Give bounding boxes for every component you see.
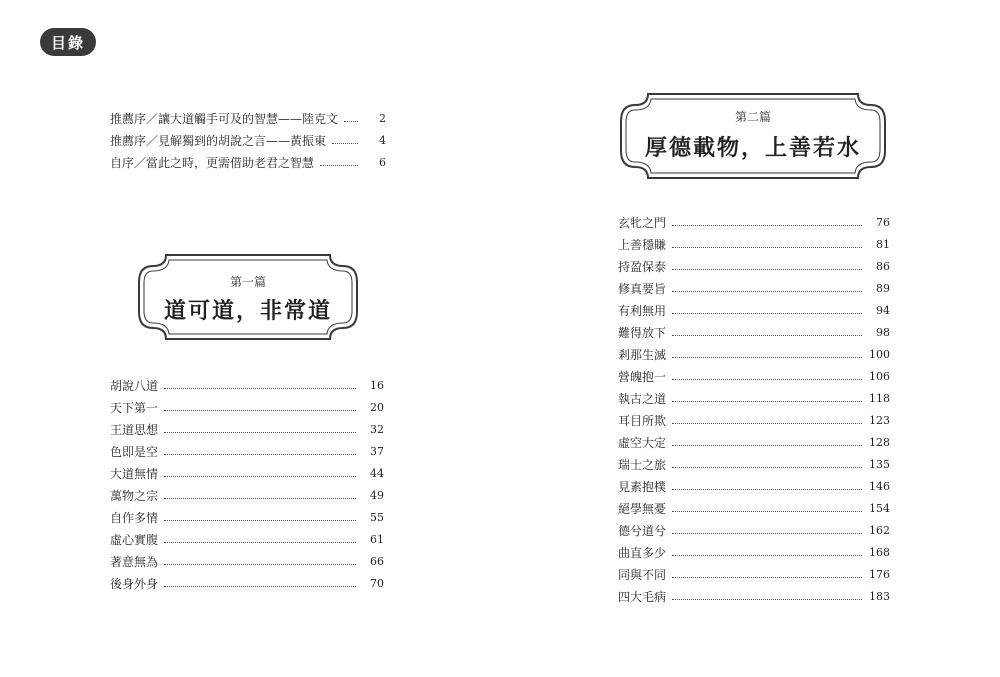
entry-page: 106 xyxy=(869,369,890,383)
toc-entry[interactable] xyxy=(618,277,890,299)
entry-title: 後身外身 xyxy=(110,576,159,591)
toc-entry[interactable] xyxy=(110,418,384,440)
leader-dots xyxy=(164,388,356,389)
entry-title: 上善穩賺 xyxy=(618,237,667,252)
entry-page: 49 xyxy=(370,488,384,502)
leader-dots xyxy=(672,467,862,468)
leader-dots xyxy=(672,599,862,600)
part1-label: 第一篇 xyxy=(229,275,266,289)
leader-dots xyxy=(164,542,356,543)
leader-dots xyxy=(672,379,862,380)
entry-title: 王道思想 xyxy=(110,422,159,437)
entry-title: 曲直多少 xyxy=(618,545,667,560)
preface-title: 自序／當此之時，更需借助老君之智慧 xyxy=(110,155,315,170)
leader-dots xyxy=(332,143,358,144)
entry-title: 持盈保泰 xyxy=(618,259,667,274)
toc-entry[interactable] xyxy=(618,541,890,563)
entry-page: 55 xyxy=(370,510,384,524)
leader-dots xyxy=(672,533,862,534)
leader-dots xyxy=(344,121,358,122)
entry-title: 營魄抱一 xyxy=(618,369,667,384)
entry-page: 81 xyxy=(876,237,890,251)
leader-dots xyxy=(164,432,356,433)
entry-title: 執古之道 xyxy=(618,391,667,406)
part2-title: 厚德載物，上善若水 xyxy=(644,135,861,161)
leader-dots xyxy=(164,586,356,587)
entry-title: 天下第一 xyxy=(110,400,159,415)
preface-page: 6 xyxy=(379,155,386,169)
part1-heading-frame xyxy=(136,252,360,342)
preface-title: 推薦序／見解獨到的胡說之言——黃振東 xyxy=(110,133,327,148)
entry-page: 123 xyxy=(869,413,890,427)
toc-entry[interactable] xyxy=(110,374,384,396)
toc-entry[interactable] xyxy=(618,497,890,519)
entry-title: 自作多情 xyxy=(110,510,159,525)
leader-dots xyxy=(672,577,862,578)
entry-title: 胡說八道 xyxy=(110,378,159,393)
leader-dots xyxy=(672,357,862,358)
entry-title: 德兮道兮 xyxy=(618,523,667,538)
toc-entry[interactable] xyxy=(110,484,384,506)
leader-dots xyxy=(672,269,862,270)
entry-page: 86 xyxy=(876,259,890,273)
entry-title: 著意無為 xyxy=(110,554,159,569)
toc-entry[interactable] xyxy=(618,563,890,585)
entry-page: 98 xyxy=(876,325,890,339)
leader-dots xyxy=(672,225,862,226)
leader-dots xyxy=(672,423,862,424)
entry-page: 37 xyxy=(370,444,384,458)
toc-entry[interactable] xyxy=(618,387,890,409)
toc-entry[interactable] xyxy=(110,572,384,594)
leader-dots xyxy=(164,564,356,565)
entry-title: 虛心實腹 xyxy=(110,532,159,547)
toc-entry[interactable] xyxy=(618,585,890,607)
preface-page: 4 xyxy=(379,133,386,147)
toc-entry[interactable] xyxy=(110,550,384,572)
entry-title: 同與不同 xyxy=(618,567,667,582)
toc-entry[interactable] xyxy=(618,321,890,343)
toc-entry[interactable] xyxy=(618,365,890,387)
entry-title: 修真要旨 xyxy=(618,281,667,296)
entry-title: 見素抱樸 xyxy=(618,479,667,494)
entry-title: 玄牝之門 xyxy=(618,215,667,230)
entry-page: 61 xyxy=(370,532,384,546)
toc-entry[interactable] xyxy=(618,431,890,453)
entry-page: 118 xyxy=(869,391,890,405)
toc-entry[interactable] xyxy=(618,475,890,497)
toc-entry[interactable] xyxy=(618,343,890,365)
entry-page: 70 xyxy=(370,576,384,590)
entry-page: 44 xyxy=(370,466,384,480)
part2-heading-frame xyxy=(618,91,888,181)
entry-title: 絕學無憂 xyxy=(618,501,667,516)
leader-dots xyxy=(672,401,862,402)
preface-page: 2 xyxy=(379,111,386,125)
toc-entry[interactable] xyxy=(618,211,890,233)
toc-badge: 目錄 xyxy=(40,28,96,56)
leader-dots xyxy=(672,489,862,490)
toc-entry[interactable] xyxy=(618,453,890,475)
leader-dots xyxy=(672,247,862,248)
entry-title: 虛空大定 xyxy=(618,435,667,450)
entry-page: 94 xyxy=(876,303,890,317)
leader-dots xyxy=(164,410,356,411)
leader-dots xyxy=(672,313,862,314)
entry-page: 89 xyxy=(876,281,890,295)
entry-title: 剎那生滅 xyxy=(618,347,667,362)
entry-title: 萬物之宗 xyxy=(110,488,159,503)
leader-dots xyxy=(672,511,862,512)
leader-dots xyxy=(672,291,862,292)
entry-page: 32 xyxy=(370,422,384,436)
preface-row[interactable] xyxy=(110,129,386,151)
toc-entry[interactable] xyxy=(110,440,384,462)
toc-entry[interactable] xyxy=(618,519,890,541)
toc-entry[interactable] xyxy=(618,299,890,321)
leader-dots xyxy=(672,555,862,556)
toc-entry[interactable] xyxy=(110,528,384,550)
entry-page: 154 xyxy=(869,501,890,515)
entry-page: 100 xyxy=(869,347,890,361)
part2-label: 第二篇 xyxy=(734,110,771,124)
entry-page: 168 xyxy=(869,545,890,559)
leader-dots xyxy=(164,498,356,499)
entry-title: 難得放下 xyxy=(618,325,667,340)
preface-row[interactable] xyxy=(110,107,386,129)
entry-page: 162 xyxy=(869,523,890,537)
toc-entry[interactable] xyxy=(618,409,890,431)
toc-entry[interactable] xyxy=(110,506,384,528)
entry-page: 128 xyxy=(869,435,890,449)
entry-page: 135 xyxy=(869,457,890,471)
leader-dots xyxy=(672,335,862,336)
entry-page: 183 xyxy=(869,589,890,603)
entry-title: 四大毛病 xyxy=(618,589,667,604)
leader-dots xyxy=(164,520,356,521)
entry-page: 66 xyxy=(370,554,384,568)
preface-title: 推薦序／讓大道觸手可及的智慧——陸克文 xyxy=(110,111,339,126)
leader-dots xyxy=(164,476,356,477)
toc-entry[interactable] xyxy=(618,233,890,255)
entry-page: 16 xyxy=(370,378,384,392)
entry-title: 瑞士之旅 xyxy=(618,457,667,472)
entry-page: 146 xyxy=(869,479,890,493)
part1-title: 道可道，非常道 xyxy=(163,298,332,324)
toc-entry[interactable] xyxy=(110,462,384,484)
entry-page: 20 xyxy=(370,400,384,414)
entry-title: 耳目所欺 xyxy=(618,413,667,428)
entry-page: 76 xyxy=(876,215,890,229)
toc-entry[interactable] xyxy=(110,396,384,418)
entry-title: 有利無用 xyxy=(618,303,667,318)
leader-dots xyxy=(320,165,358,166)
entry-page: 176 xyxy=(869,567,890,581)
preface-row[interactable] xyxy=(110,151,386,173)
leader-dots xyxy=(672,445,862,446)
entry-title: 大道無情 xyxy=(110,466,159,481)
entry-title: 色即是空 xyxy=(110,444,159,459)
leader-dots xyxy=(164,454,356,455)
toc-entry[interactable] xyxy=(618,255,890,277)
